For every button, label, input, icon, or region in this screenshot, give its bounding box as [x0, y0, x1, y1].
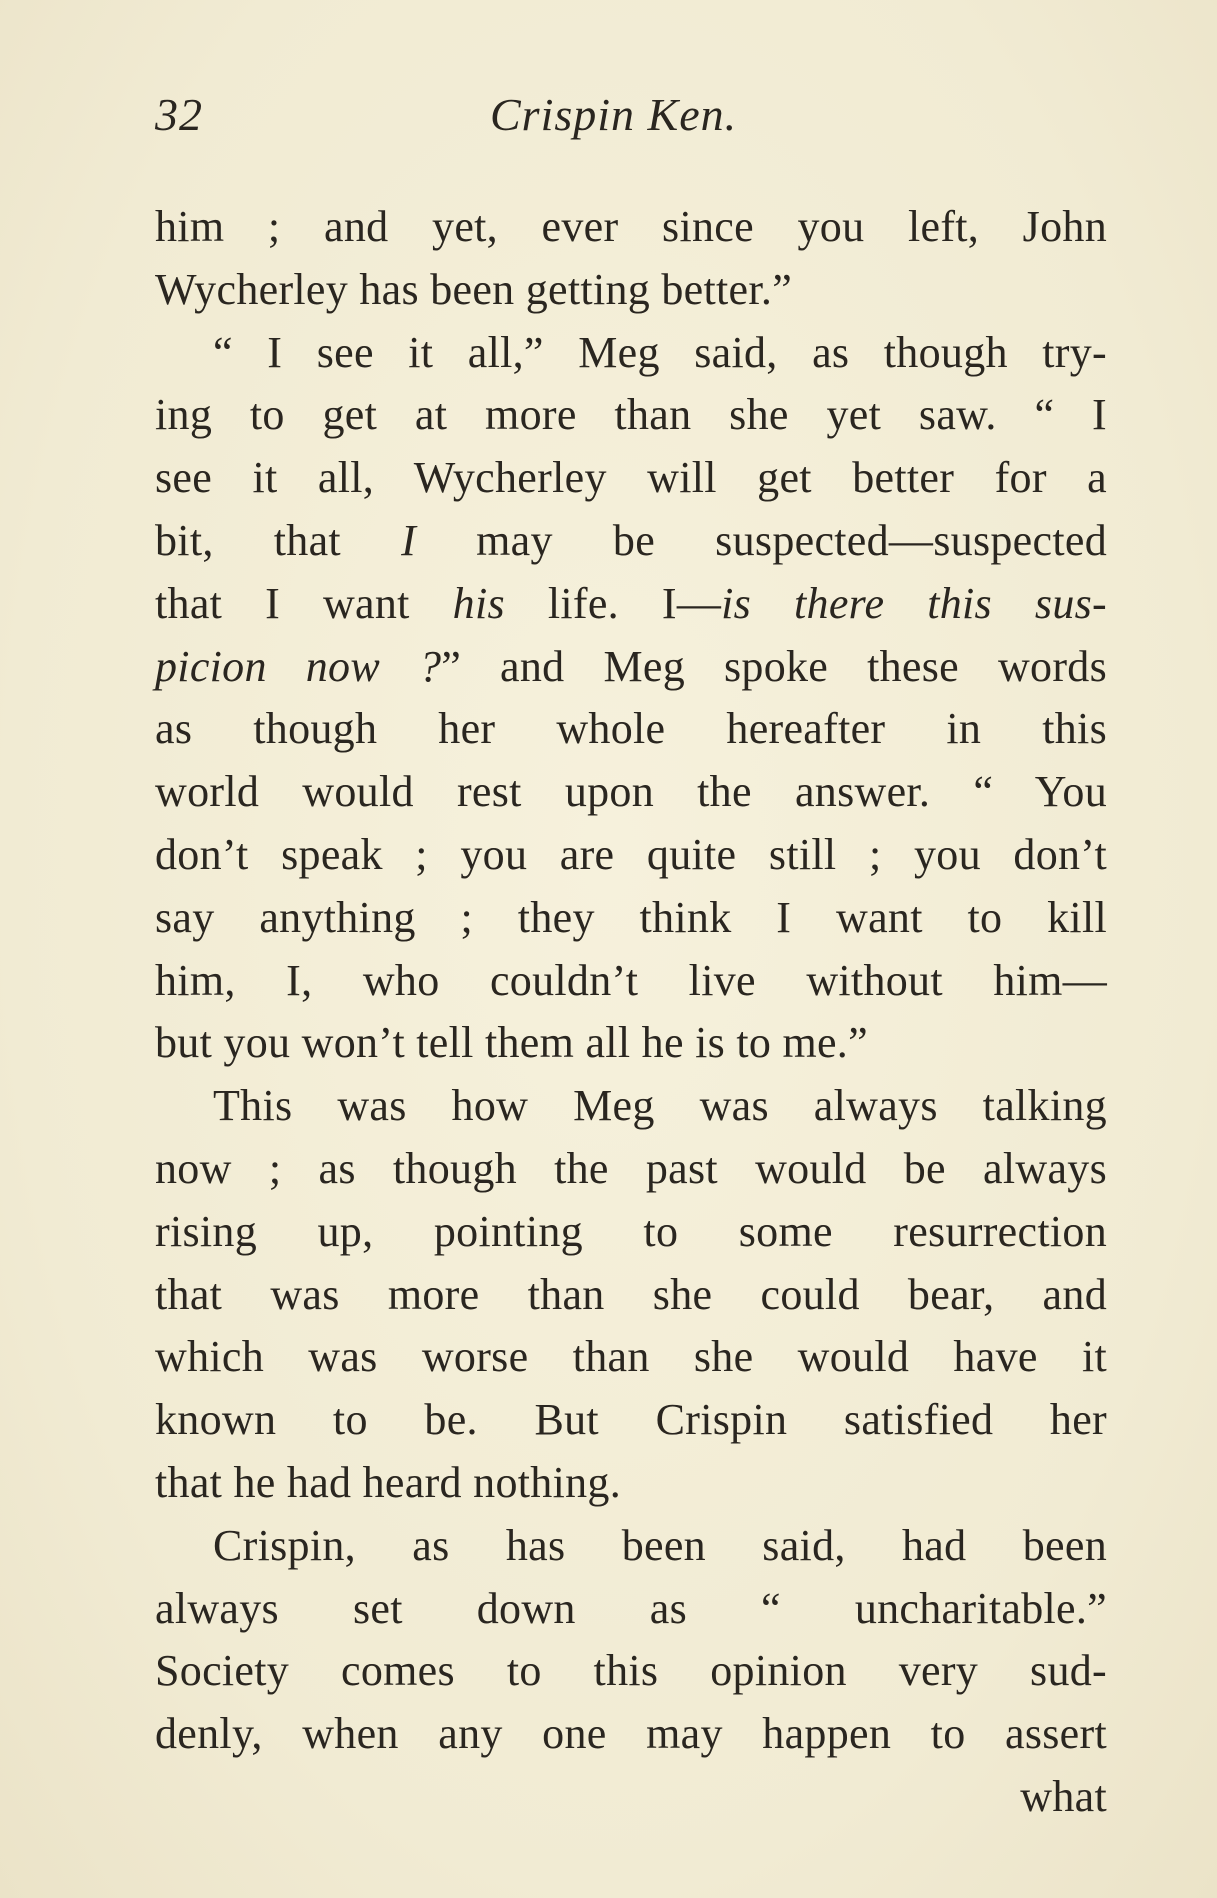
text-line [155, 510, 1107, 573]
text-line: Wycherley has been getting better.” [155, 264, 793, 314]
text-run: bit, that [155, 515, 402, 565]
body-text [155, 196, 1107, 1829]
italic-emphasis: picion now ? [155, 641, 442, 691]
text-line: that he had heard nothing. [155, 1457, 621, 1507]
text-line: him, I, who couldn’t live without him— [155, 955, 1107, 1005]
text-line: see it all, Wycherley will get better for a [155, 453, 1107, 503]
text-line: say anything ; they think I want to kill [155, 892, 1107, 942]
text-line: which was worse than she would have it [155, 1332, 1107, 1382]
text-line: but you won’t tell them all he is to me.” [155, 1018, 868, 1068]
text-line: Society comes to this opinion very sud- [155, 1646, 1107, 1696]
text-run: that I want [155, 578, 453, 628]
text-line: Crispin, as has been said, had been [213, 1520, 1107, 1570]
text-line [155, 573, 1107, 636]
text-line: rising up, pointing to some resurrection [155, 1206, 1107, 1256]
italic-emphasis: his [452, 578, 505, 628]
text-line [155, 636, 1107, 699]
text-line: known to be. But Crispin satisfied her [155, 1395, 1107, 1445]
text-run: may be suspected—suspected [416, 515, 1107, 565]
text-line: now ; as though the past would be always [155, 1143, 1107, 1193]
text-run: life. I— [504, 578, 722, 628]
page-number: 32 [155, 89, 203, 140]
text-line: don’t speak ; you are quite still ; you don’t [155, 829, 1107, 879]
text-line: that was more than she could bear, and [155, 1269, 1107, 1319]
text-line: This was how Meg was always talking [213, 1081, 1107, 1131]
text-line: as though her whole hereafter in this [155, 704, 1107, 754]
italic-emphasis: is there this sus- [721, 578, 1107, 628]
page-header [0, 88, 1217, 148]
text-line: him ; and yet, ever since you left, John [155, 202, 1107, 251]
running-title: Crispin Ken. [490, 89, 738, 140]
text-line: world would rest upon the answer. “ You [155, 767, 1107, 817]
italic-emphasis: I [401, 515, 417, 565]
text-line: ing to get at more than she yet saw. “ I [155, 390, 1107, 440]
text-run: ” and Meg spoke these words [441, 641, 1108, 691]
catchword: what [1020, 1771, 1107, 1821]
text-line: denly, when any one may happen to assert [155, 1709, 1107, 1759]
text-line: always set down as “ uncharitable.” [155, 1583, 1107, 1633]
text-line: “ I see it all,” Meg said, as though try- [213, 327, 1107, 377]
